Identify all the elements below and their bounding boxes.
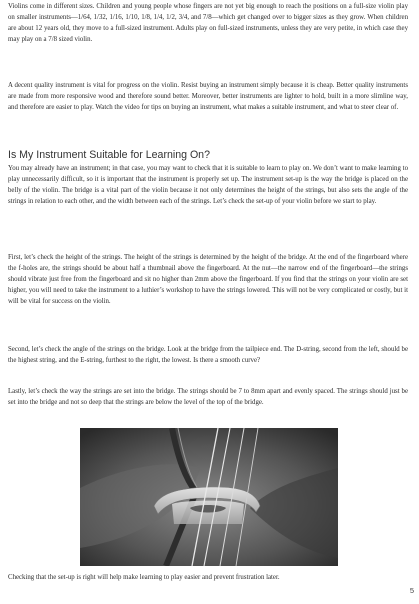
violin-bridge-photo — [80, 428, 338, 566]
paragraph-setup-intro: You may already have an instrument; in that case, you may want to check that it is suitable to learn to play on. We don’t want to make learning to play unnecessarily difficult, so it is important that the instrument is properly set up. The instrument set-up is the way the bridge is placed on the belly of the violin. The bridge is a vital part of the violin because it not only determines the height of the strings, but also sets the angle of the strings in relation to each other, and the width between each of the strings. Let’s check the set-up of your violin before we start to play. — [8, 165, 408, 206]
paragraph-string-spacing: Lastly, let’s check the way the strings are set into the bridge. The strings should be 7 to 8mm apart and evenly spaced. The strings should just be set into the bridge and not so deep that the strings are below the level of the top of the bridge. — [8, 388, 408, 407]
paragraph-string-angle: Second, let’s check the angle of the strings on the bridge. Look at the bridge from the tailpiece end. The D-string, second from the left, should be the highest string, and the E-string, furthest to the right, the lowest. Is there a smooth curve? — [8, 346, 408, 365]
page-number: 5 — [409, 586, 414, 595]
violin-bridge-illustration — [80, 428, 338, 566]
section-heading: Is My Instrument Suitable for Learning On? — [8, 149, 210, 161]
paragraph-string-height: First, let’s check the height of the strings. The height of the strings is determined by the height of the bridge. At the end of the fingerboard where the f-holes are, the strings should be about half a thumbnail above the fingerboard. At the nut—the narrow end of the fingerboard—the strings should vibrate just free from the fingerboard and sit no higher than 2mm above the fingerboard. If you find that the strings on your violin are set higher, you will need to take the instrument to a luthier’s workshop to have the strings lowered. This will not be very complicated or costly, but it will be vital for success on the violin. — [8, 254, 408, 306]
photo-caption: Checking that the set-up is right will help make learning to play easier and prevent frustration later. — [8, 574, 280, 581]
paragraph-violin-sizes: Violins come in different sizes. Children and young people whose fingers are not yet big enough to reach the positions on a full-size violin play on smaller instruments—1/64, 1/32, 1/16, 1/10, 1/8, 1/4, 1/2, 3/4, and 7/8—which get changed over to bigger sizes as they grow. When children are about 12 years old, they move to a full-sized instrument. Adults play on full-sized instruments, unless they are very petite, in which case they may play on a 7/8 sized violin. — [8, 3, 408, 44]
paragraph-instrument-quality: A decent quality instrument is vital for progress on the violin. Resist buying an instrument simply because it is cheap. Better quality instruments are made from more responsive wood and therefore sound better. Moreover, better instruments are lighter to hold, built in a more slimline way, and therefore are easier to play. Watch the video for tips on buying an instrument, what makes a suitable instrument, and what to steer clear of. — [8, 82, 408, 112]
